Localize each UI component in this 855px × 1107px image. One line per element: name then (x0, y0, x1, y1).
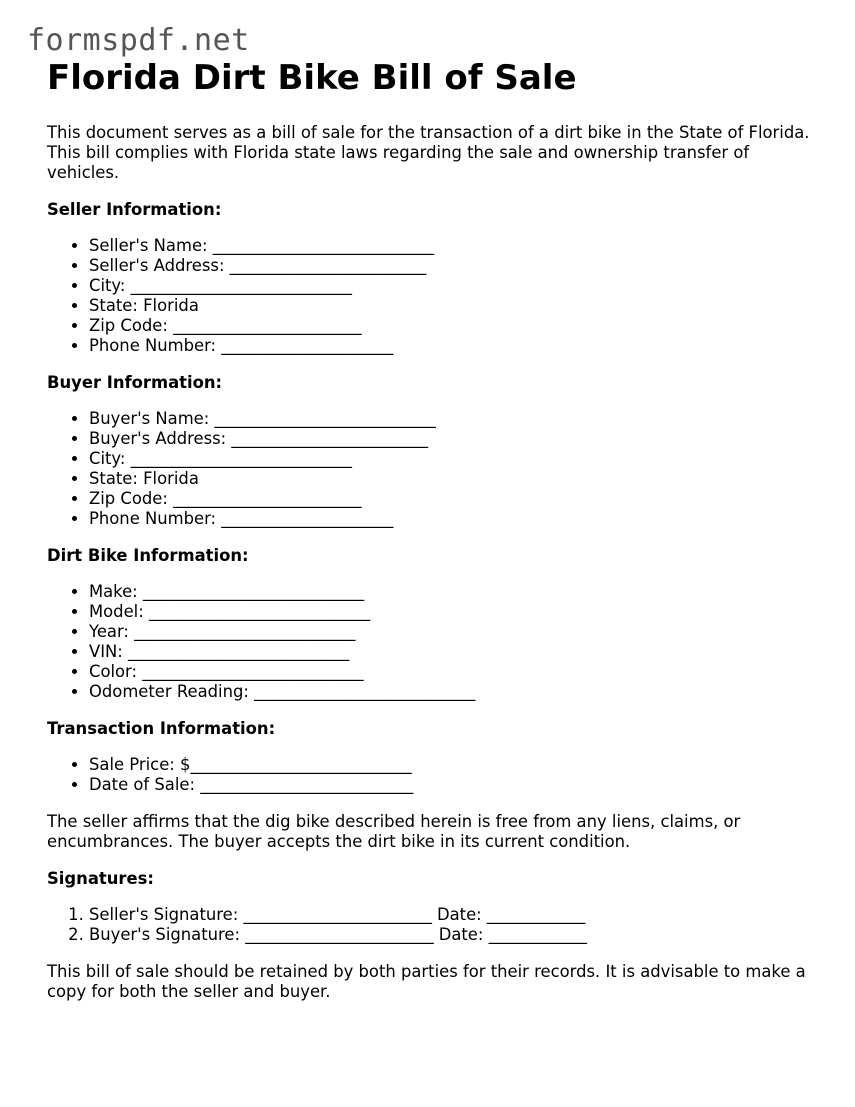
signatures-heading: Signatures: (47, 869, 154, 888)
seller-city-field[interactable]: • City: ___________________________ (89, 276, 817, 296)
buyer-city-field[interactable]: • City: ___________________________ (89, 449, 817, 469)
buyer-state-field: • State: Florida (89, 469, 817, 489)
buyer-zip-field[interactable]: • Zip Code: _______________________ (89, 489, 817, 509)
intro-paragraph: This document serves as a bill of sale for the transaction of a dirt bike in the State of Florida. This bill complies with Florida state laws regarding the sale and ownership transfer of vehicles. (47, 123, 810, 182)
sale-date-field[interactable]: • Date of Sale: __________________________ (89, 775, 817, 795)
buyer-section (47, 373, 817, 529)
seller-address-field[interactable]: • Seller's Address: ________________________ (89, 256, 817, 276)
bike-year-field[interactable]: • Year: ___________________________ (89, 622, 817, 642)
page-title: Florida Dirt Bike Bill of Sale (47, 58, 577, 98)
affirmation-paragraph: The seller affirms that the dig bike described herein is free from any liens, claims, or encumbrances. The buyer accepts the dirt bike in its current condition. (47, 812, 741, 851)
document-body (47, 123, 817, 1002)
signatures-list (47, 905, 817, 945)
transaction-list (47, 755, 817, 795)
watermark: formspdf.net (27, 23, 250, 58)
seller-signature-date-field[interactable]: Date: ____________ (436, 905, 586, 924)
seller-name-field[interactable]: • Seller's Name: ___________________________ (89, 236, 817, 256)
buyer-signature-line (89, 925, 817, 945)
buyer-list (47, 409, 817, 529)
buyer-signature-field[interactable]: Buyer's Signature: _______________________ (89, 925, 434, 944)
bike-color-field[interactable]: • Color: ___________________________ (89, 662, 817, 682)
seller-signature-line (89, 905, 817, 925)
bike-list (47, 582, 817, 702)
transaction-section (47, 719, 817, 795)
buyer-signature-date-field[interactable]: Date: ____________ (438, 925, 587, 944)
seller-phone-field[interactable]: • Phone Number: _____________________ (89, 336, 817, 356)
sale-price-field[interactable]: • Sale Price: $___________________________ (89, 755, 817, 775)
seller-section (47, 200, 817, 356)
seller-heading: Seller Information: (47, 200, 222, 219)
seller-signature-field[interactable]: Seller's Signature: _______________________ (89, 905, 432, 924)
transaction-heading: Transaction Information: (47, 719, 276, 738)
bike-heading: Dirt Bike Information: (47, 546, 249, 565)
bike-section (47, 546, 817, 702)
buyer-heading: Buyer Information: (47, 373, 223, 392)
buyer-name-field[interactable]: • Buyer's Name: ___________________________ (89, 409, 817, 429)
closing-paragraph: This bill of sale should be retained by both parties for their records. It is advisable to make a copy for both the seller and buyer. (47, 962, 806, 1001)
seller-list (47, 236, 817, 356)
seller-state-field: • State: Florida (89, 296, 817, 316)
seller-zip-field[interactable]: • Zip Code: _______________________ (89, 316, 817, 336)
bike-vin-field[interactable]: • VIN: ___________________________ (89, 642, 817, 662)
bike-model-field[interactable]: • Model: ___________________________ (89, 602, 817, 622)
signatures-section (47, 869, 817, 945)
bike-make-field[interactable]: • Make: ___________________________ (89, 582, 817, 602)
buyer-address-field[interactable]: • Buyer's Address: ________________________ (89, 429, 817, 449)
buyer-phone-field[interactable]: • Phone Number: _____________________ (89, 509, 817, 529)
bike-odometer-field[interactable]: • Odometer Reading: ___________________________ (89, 682, 817, 702)
